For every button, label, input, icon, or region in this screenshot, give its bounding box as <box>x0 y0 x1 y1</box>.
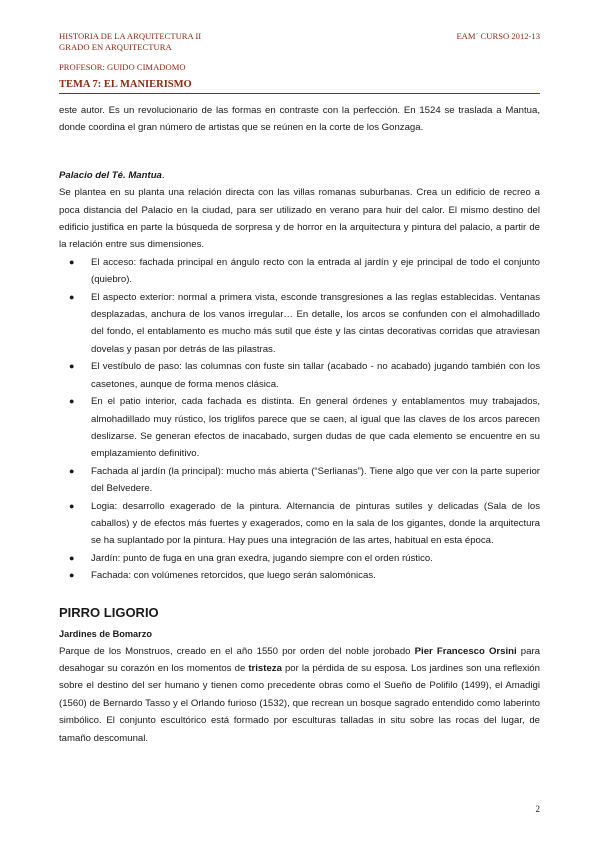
list-item: ● Fachada al jardín (la principal): mucho más abierta (“Serlianas”). Tiene algo que ver con la parte superior del Belvedere. <box>91 463 540 498</box>
palacio-bullet-list <box>59 254 540 585</box>
bold-name: Pier Francesco Orsini <box>414 645 517 657</box>
bullet-icon: ● <box>69 552 75 563</box>
bullet-icon: ● <box>69 291 75 302</box>
bullet-icon: ● <box>69 256 75 267</box>
bullet-icon: ● <box>69 465 75 476</box>
page-number: 2 <box>535 804 540 814</box>
course-header <box>59 31 201 53</box>
list-item: ● Logia: desarrollo exagerado de la pintura. Alternancia de pinturas sutiles y delicadas (Sala de los caballos) y de efectos más fuertes y exagerados, como en la sala de los gigantes, donde la arquitectura se ha suplantado por la pintura. Hay pues una integración de las artes, habitual en esta época. <box>91 498 540 550</box>
degree-title: GRADO EN ARQUITECTURA <box>59 42 172 52</box>
school-year: EAM´ CURSO 2012-13 <box>456 31 540 41</box>
subheading-bomarzo: Jardines de Bomarzo <box>59 628 152 639</box>
palacio-title-period: . <box>161 169 165 181</box>
bomarzo-paragraph: Parque de los Monstruos, creado en el año 1550 por orden del noble jorobado Pier Francesco Orsini para desahogar su corazón en los momentos de tristeza por la pérdida de su esposa. Los jardines son una reflexión sobre el destino del ser humano y tienen como precedente obras como el Sueño de Polifilo (1499), el Amadigi (1560) de Bernardo Tasso y el Orlando furioso (1532), que recrean un bosque sagrado entendido como laberinto simbólico. El conjunto escultórico está formado por esculturas talladas in situ sobre las rocas del lugar, de tamaño descomunal. <box>59 645 540 744</box>
document-body <box>59 102 540 747</box>
section-title-palacio <box>59 167 540 184</box>
topic-title: TEMA 7: EL MANIERISMO <box>59 79 540 94</box>
course-title: HISTORIA DE LA ARQUITECTURA II <box>59 31 202 41</box>
list-item: ● El aspecto exterior: normal a primera vista, esconde transgresiones a las reglas establecidas. Ventanas desplazadas, anchura de los vanos irregular… En detalle, los arcos se confunden con el almohadillado del fondo, el entablamento es mucho más sutil que éste y las cintas decorativas corridas que atraviesan dovelas y pasan por detrás de las pilastras. <box>91 289 540 359</box>
list-item: ● Fachada: con volúmenes retorcidos, que luego serán salomónicas. <box>91 567 540 584</box>
list-item: ● El acceso: fachada principal en ángulo recto con la entrada al jardín y eje principal de todo el conjunto (quiebro). <box>91 254 540 289</box>
bullet-icon: ● <box>69 396 75 407</box>
section-heading-pirro-ligorio: PIRRO LIGORIO <box>59 604 159 620</box>
intro-paragraph: este autor. Es un revolucionario de las formas en contraste con la perfección. En 1524 se traslada a Mantua, donde coordina el gran número de artistas que se reúnen en la corte de los Gonzaga. <box>59 105 540 134</box>
bullet-icon: ● <box>69 570 75 581</box>
list-item: ● El vestíbulo de paso: las columnas con fuste sin tallar (acabado - no acabado) jugando también con los casetones, aunque de forma menos clásica. <box>91 358 540 393</box>
palacio-paragraph: Se plantea en su planta una relación directa con las villas romanas suburbanas. Crea un edificio de recreo a poca distancia del Palacio en la ciudad, para ser utilizado en verano para huir del calor. El mismo destino del edificio justifica en parte la búsqueda de sorpresa y de horror en la arquitectura y pintura del palacio, a partir de la relación entre sus dimensiones. <box>59 187 540 251</box>
professor-name: PROFESOR: GUIDO CIMADOMO <box>59 62 186 72</box>
list-item: ● Jardín: punto de fuga en una gran exedra, jugando siempre con el orden rústico. <box>91 550 540 567</box>
bullet-icon: ● <box>69 361 75 372</box>
palacio-title: Palacio del Té. Mantua <box>59 169 162 181</box>
bullet-icon: ● <box>69 500 75 511</box>
list-item: ● En el patio interior, cada fachada es distinta. En general órdenes y entablamentos muy trabajados, almohadillado muy rústico, los triglifos parece que se caen, al igual que las claves de los arcos parecen deslizarse. Se generan efectos de inacabado, surgen dudas de que cada elemento se encuentre en su emplazamiento definitivo. <box>91 393 540 463</box>
bold-word: tristeza <box>248 662 282 674</box>
